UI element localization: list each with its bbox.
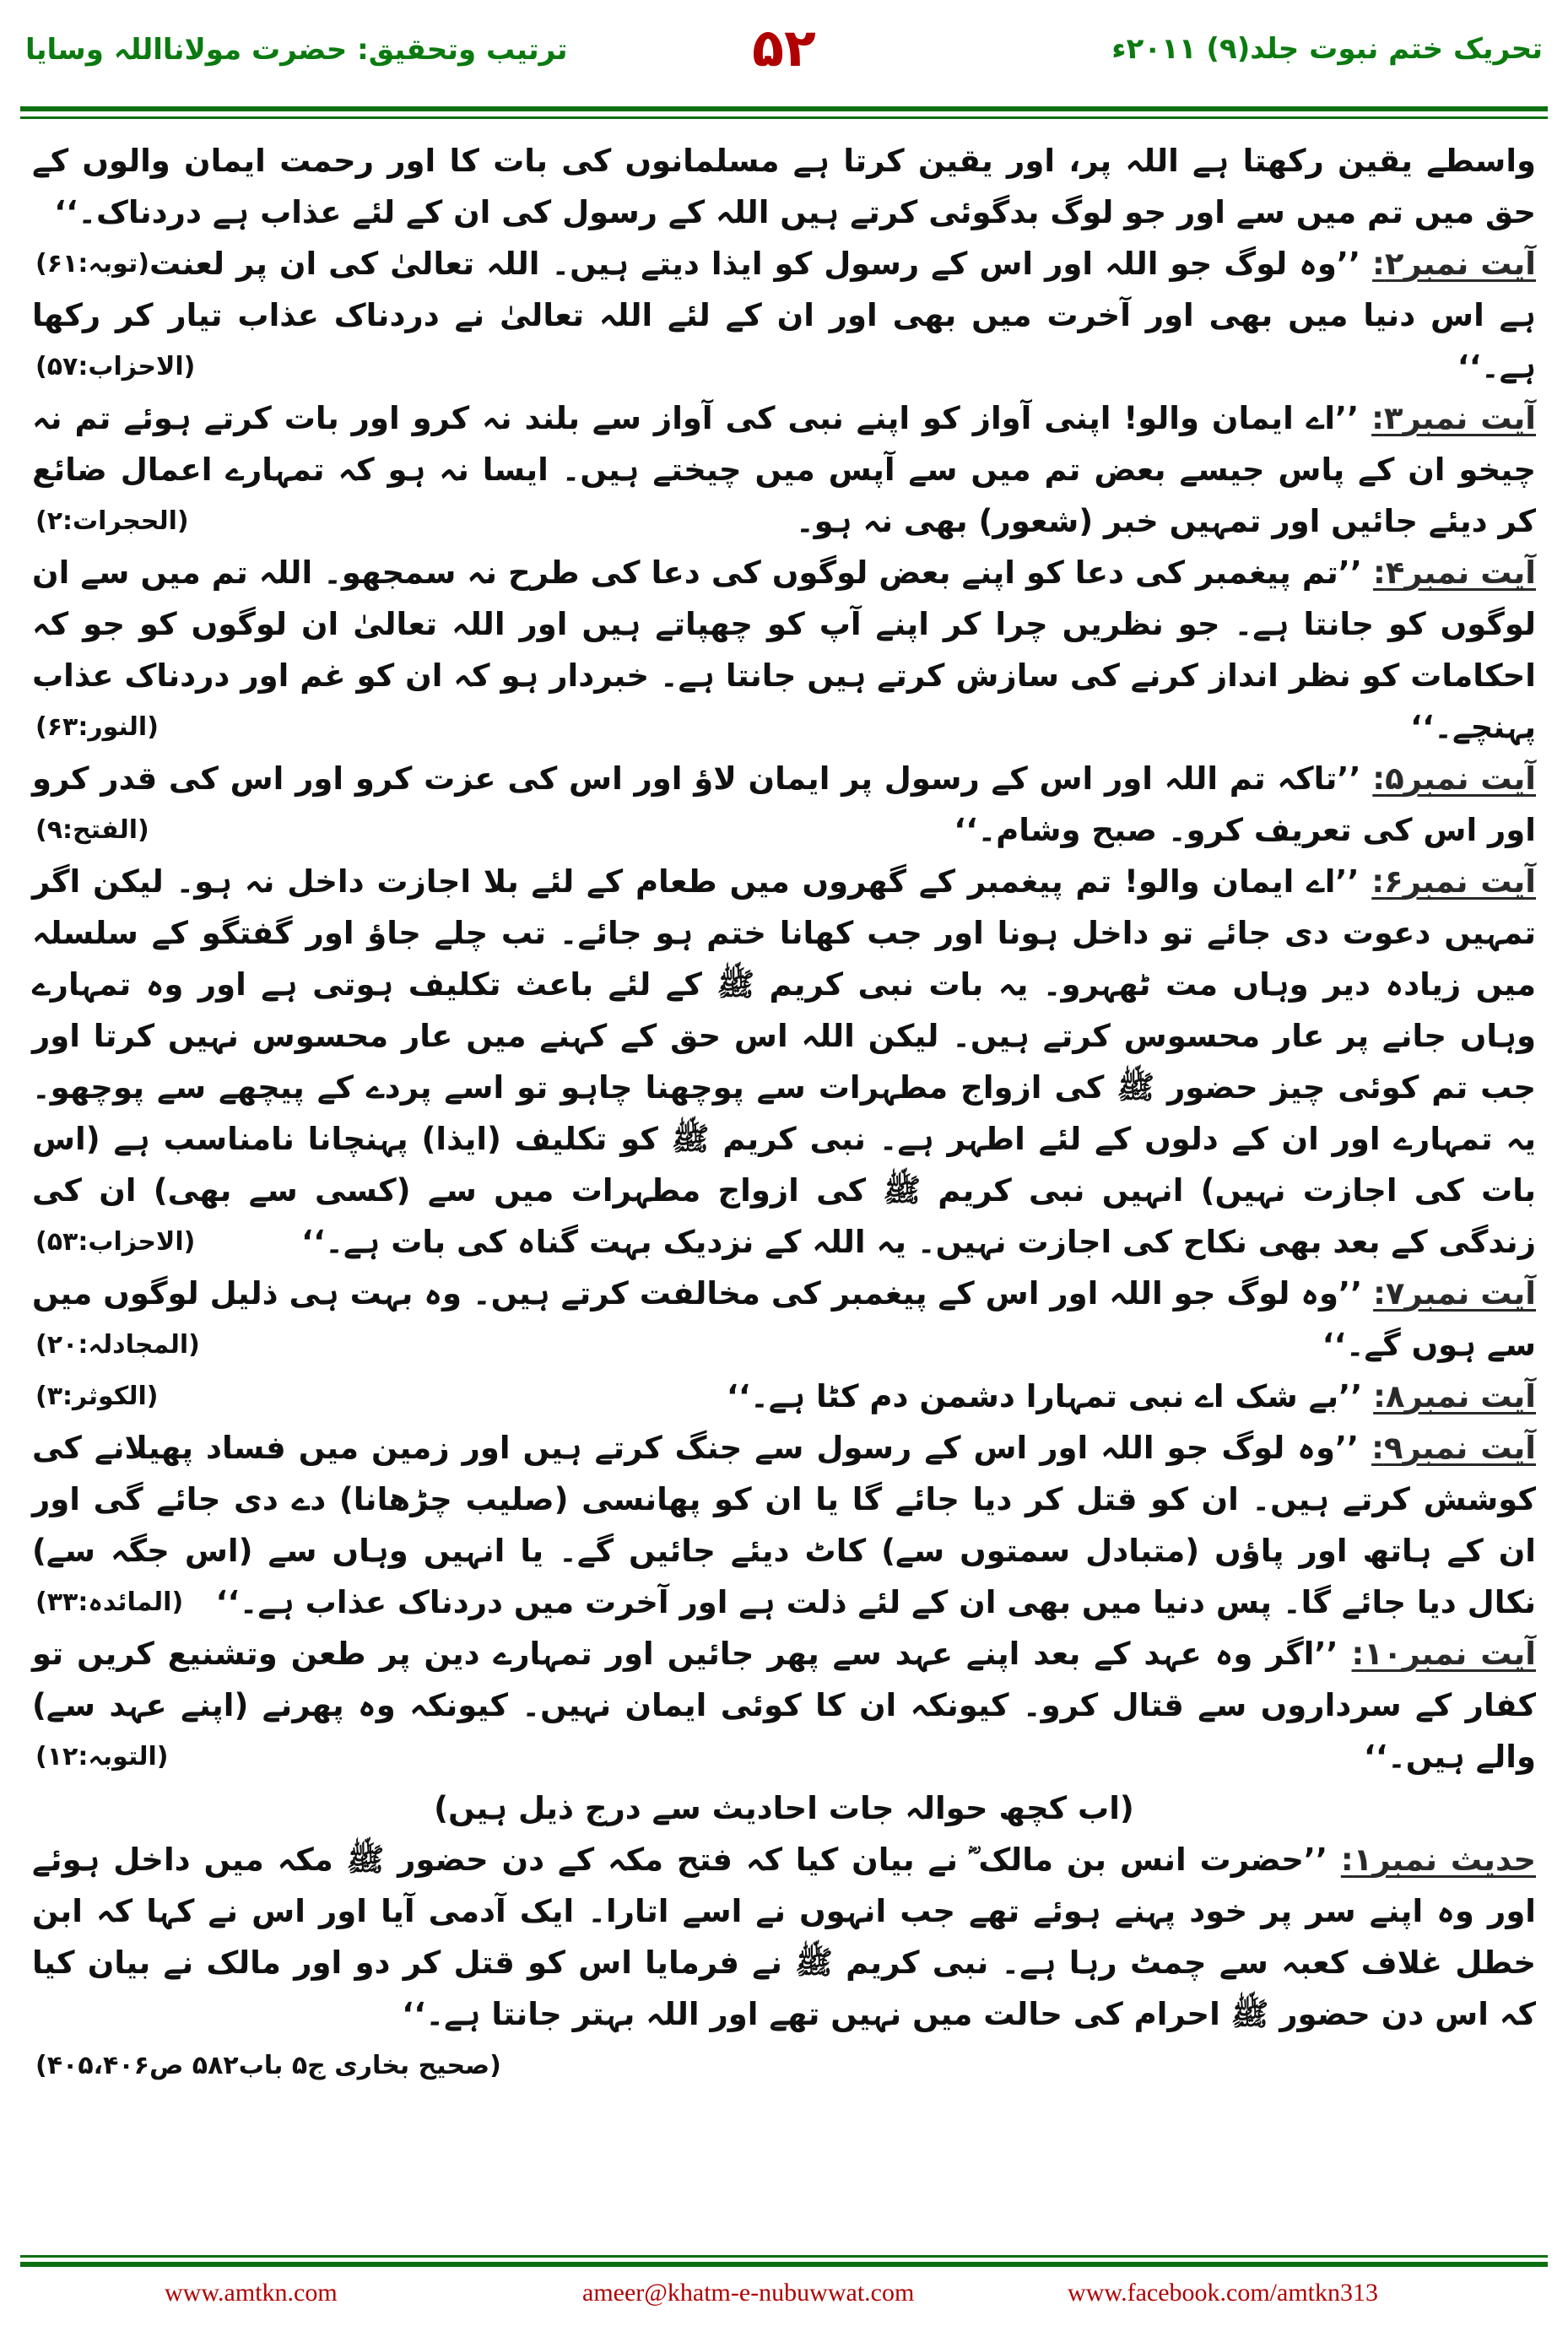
verse-label: آیت نمبر۳: — [1371, 400, 1536, 436]
website-link[interactable]: www.amtkn.com — [165, 2279, 338, 2307]
verse-text: ’’اگر وہ عہد کے بعد اپنے عہد سے پھر جائیں اور تمہارے دین پر طعن وتشنیع کریں تو کفار کے سرداروں سے قتال کرو۔ کیونکہ ان کا کوئی ایمان نہیں۔ کیونکہ وہ پھرنے (اپنے عہد سے) والے ہیں۔‘‘ — [32, 1636, 1536, 1775]
verse-text: ’’وہ لوگ جو اللہ اور اس کے پیغمبر کی مخالفت کرتے ہیں۔ وہ بہت ہی ذلیل لوگوں میں سے ہوں گے۔‘‘ — [32, 1275, 1536, 1363]
verse-label: آیت نمبر۲: — [1372, 246, 1536, 282]
section-note: (اب کچھ حوالہ جات احادیث سے درج ذیل ہیں) — [434, 1790, 1134, 1826]
page-header — [0, 0, 1568, 127]
verse-reference: (النور:۶۳) — [35, 712, 159, 742]
verse-label: آیت نمبر۸: — [1373, 1378, 1536, 1414]
footer-links — [0, 2279, 1568, 2312]
verse-reference: (توبہ:۶۱) — [35, 249, 149, 279]
verse-reference: (المجادلہ:۲۰) — [35, 1330, 200, 1360]
verse-text: ’’اے ایمان والو! اپنی آواز کو اپنے نبی کی آواز سے بلند نہ کرو اور بات کرتے ہوئے تم نہ چیخو ان کے پاس جیسے بعض تم میں سے آپس میں چیختے ہیں۔ ایسا نہ ہو کہ تمہارے اعمال ضائع کر دیئے جائیں اور تمہیں خبر (شعور) بھی نہ ہو۔ — [32, 400, 1536, 539]
hadith-1 — [32, 1834, 1536, 2080]
verse-text: ’’اے ایمان والو! تم پیغمبر کے گھروں میں طعام کے لئے بلا اجازت داخل نہ ہو۔ لیکن اگر تمہیں دعوت دی جائے تو داخل ہونا اور جب کھانا ختم ہو جائے۔ تب چلے جاؤ اور گفتگو کے سلسلہ میں زیادہ دیر وہاں مت ٹھہرو۔ یہ بات نبی کریم ﷺ کے لئے باعث تکلیف ہوتی ہے اور وہ تمہارے وہاں جانے پر عار محسوس کرتے ہیں۔ لیکن اللہ اس حق کے کہنے میں عار محسوس نہیں کرتا اور جب تم کوئی چیز حضور ﷺ کی ازواج مطہرات سے پوچھنا چاہو تو اسے پردے کے پیچھے سے پوچھو۔ یہ تمہارے اور ان کے دلوں کے لئے اطہر ہے۔ نبی کریم ﷺ کو تکلیف (ایذا) پہنچانا نامناسب ہے (اس بات کی اجازت نہیں) انہیں نبی کریم ﷺ کی ازواج مطہرات میں سے (کسی سے بھی) ان کی زندگی کے بعد بھی نکاح کی اجازت نہیں۔ یہ اللہ کے نزدیک بہت گناہ کی بات ہے۔‘‘ — [32, 863, 1536, 1260]
verse-label: آیت نمبر۱۰: — [1351, 1636, 1536, 1672]
verse-6 — [32, 856, 1536, 1268]
verse-reference: (الفتح:۹) — [35, 815, 149, 845]
page-footer — [0, 2255, 1568, 2342]
verse-10 — [32, 1628, 1536, 1782]
verse-text: ’’وہ لوگ جو اللہ اور اس کے رسول سے جنگ کرتے ہیں اور زمین میں فساد پھیلانے کی کوشش کرتے ہیں۔ ان کو قتل کر دیا جائے گا یا ان کو پھانسی (صلیب چڑھانا) دے دی جائے گی اور ان کے ہاتھ اور پاؤں (متبادل سمتوں سے) کاٹ دیئے جائیں گے۔ یا انہیں وہاں سے (اس جگہ سے) نکال دیا جائے گا۔ پس دنیا میں بھی ان کے لئے ذلت ہے اور آخرت میں دردناک عذاب ہے۔‘‘ — [32, 1430, 1536, 1620]
verse-label: آیت نمبر۷: — [1373, 1275, 1536, 1312]
hadith-text: ’’حضرت انس بن مالک ؓ نے بیان کیا کہ فتح مکہ کے دن حضور ﷺ مکہ میں داخل ہوئے اور وہ اپنے سر پر خود پہنے ہوئے تھے جب انہوں نے اسے اتارا۔ ایک آدمی آیا اور اس نے کہا کہ ابن خطل غلاف کعبہ سے چمٹ رہا ہے۔ نبی کریم ﷺ نے فرمایا اس کو قتل کر دو اور مالک نے بیان کیا کہ اس دن حضور ﷺ احرام کی حالت میں نہیں تھے اور اللہ بہتر جانتا ہے۔‘‘ — [32, 1842, 1536, 2032]
compiler-credit: ترتیب وتحقیق: حضرت مولانااللہ وسایا — [25, 33, 568, 67]
header-rule-thin — [20, 116, 1548, 119]
verse-reference: (التوبہ:۱۲) — [35, 1742, 169, 1771]
verse-reference: (الحجرات:۲) — [35, 506, 189, 536]
verse-7 — [32, 1268, 1536, 1371]
verse-8 — [32, 1371, 1536, 1422]
verse-text: ’’بے شک اے نبی تمہارا دشمن دم کٹا ہے۔‘‘ — [726, 1378, 1363, 1414]
verse-text: ’’تاکہ تم اللہ اور اس کے رسول پر ایمان لاؤ اور اس کی عزت کرو اور اس کی قدر کرو اور اس کی تعریف کرو۔ صبح وشام۔‘‘ — [32, 760, 1536, 848]
verse-reference: (الاحزاب:۵۷) — [35, 352, 196, 381]
page-number: ۵۲ — [752, 17, 816, 78]
verse-5 — [32, 753, 1536, 856]
verse-label: آیت نمبر۶: — [1371, 863, 1536, 900]
hadith-label: حدیث نمبر۱: — [1340, 1842, 1536, 1878]
verse-text: واسطے یقین رکھتا ہے اللہ پر، اور یقین کرتا ہے مسلمانوں کی بات کا اور رحمت ایمان والوں کے حق میں تم میں سے اور جو لوگ بدگوئی کرتے ہیں اللہ کے رسول کی ان کے لئے عذاب ہے دردناک۔‘‘ — [32, 143, 1536, 230]
verse-4 — [32, 547, 1536, 753]
verse-3 — [32, 392, 1536, 547]
verse-9 — [32, 1422, 1536, 1628]
verse-text: ’’وہ لوگ جو اللہ اور اس کے رسول کو ایذا دیتے ہیں۔ اللہ تعالیٰ کی ان پر لعنت ہے اس دنیا میں بھی اور آخرت میں بھی اور ان کے لئے اللہ تعالیٰ نے دردناک عذاب تیار کر رکھا ہے۔‘‘ — [32, 246, 1536, 385]
hadith-reference: (صحیح بخاری ج۵ باب۵۸۲ ص۴۰۵،۴۰۶) — [35, 2051, 501, 2080]
footer-rule-thin — [20, 2255, 1548, 2258]
page-body — [32, 135, 1536, 2091]
verse-label: آیت نمبر۹: — [1371, 1430, 1536, 1466]
footer-rule-thick — [20, 2262, 1548, 2267]
verse-label: آیت نمبر۴: — [1372, 554, 1536, 591]
verse-text: ’’تم پیغمبر کی دعا کو اپنے بعض لوگوں کی دعا کی طرح نہ سمجھو۔ اللہ تم میں سے ان لوگوں کو جانتا ہے۔ جو نظریں چرا کر اپنے آپ کو چھپاتے ہیں اور اللہ تعالیٰ ان لوگوں کو جو کہ احکامات کو نظر انداز کرنے کی سازش کرتے ہیں جانتا ہے۔ خبردار ہو کہ ان کو غم اور دردناک عذاب پہنچے۔‘‘ — [32, 554, 1536, 745]
verse-reference: (المائدہ:۳۳) — [35, 1587, 184, 1617]
header-rule-thick — [20, 106, 1548, 111]
verse-reference: (الکوثر:۳) — [35, 1382, 159, 1411]
book-title: تحریک ختم نبوت جلد(۹) ۲۰۱۱ء — [1111, 32, 1543, 66]
verse-reference: (الاحزاب:۵۳) — [35, 1227, 196, 1257]
verse-2 — [32, 238, 1536, 392]
verse-label: آیت نمبر۵: — [1372, 760, 1536, 797]
email-link[interactable]: ameer@khatm-e-nubuwwat.com — [582, 2279, 915, 2307]
facebook-link[interactable]: www.facebook.com/amtkn313 — [1068, 2279, 1378, 2307]
